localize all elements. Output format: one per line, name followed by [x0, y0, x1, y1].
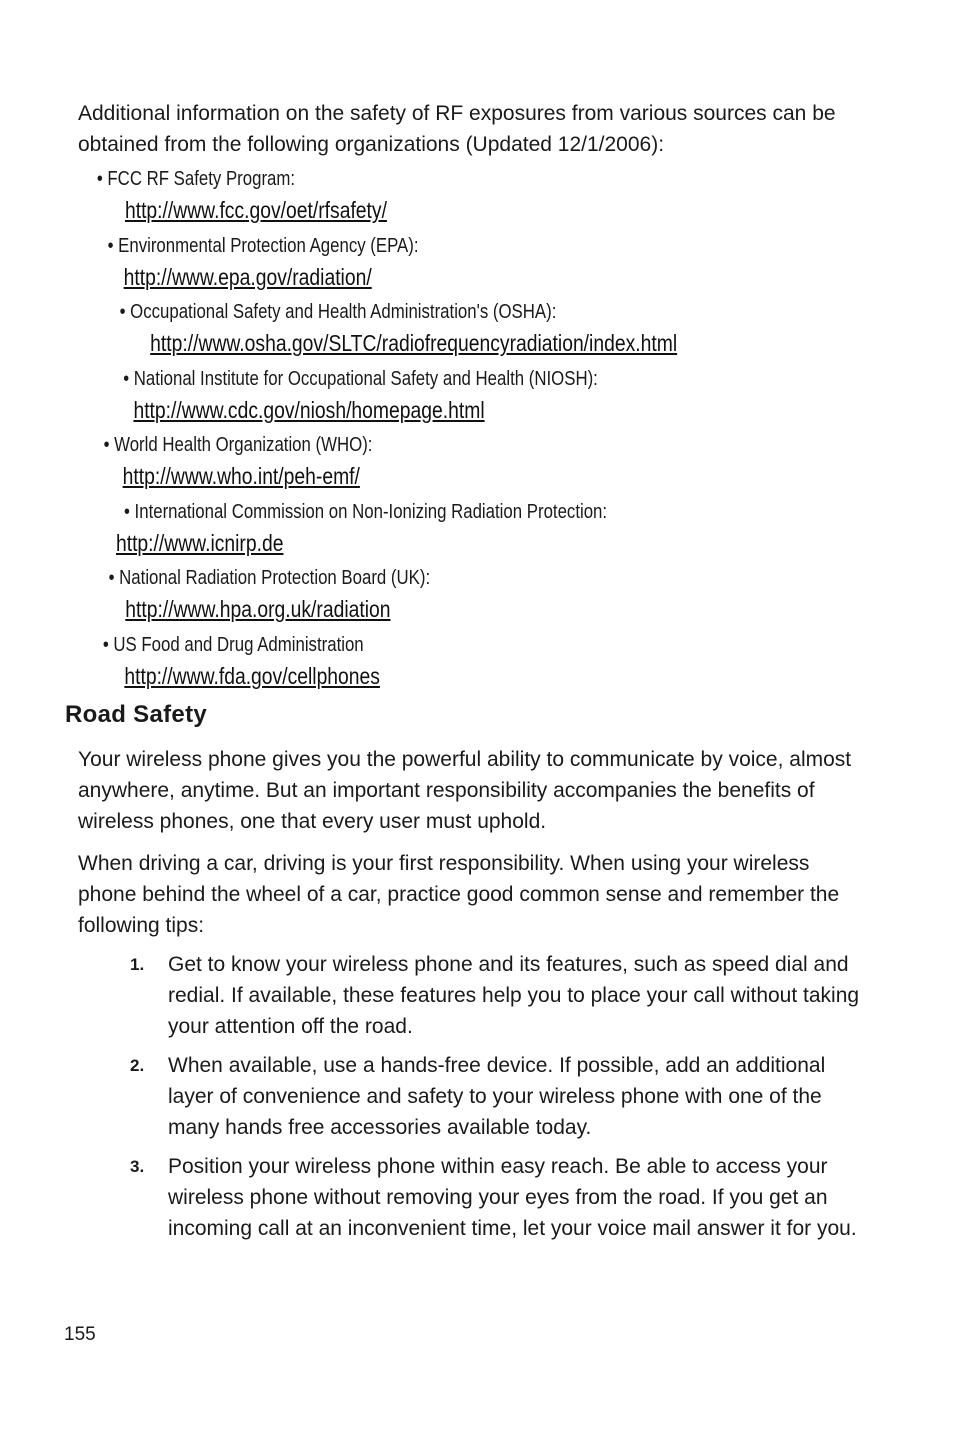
- list-item: [78, 298, 878, 365]
- list-item: [78, 165, 878, 232]
- organization-name: • Occupational Safety and Health Administration's (OSHA):: [119, 301, 557, 323]
- organization-link[interactable]: http://www.osha.gov/SLTC/radiofrequencyradiation/index.html: [150, 330, 678, 356]
- organization-link[interactable]: http://www.cdc.gov/niosh/homepage.html: [133, 396, 485, 423]
- organization-name: • FCC RF Safety Program:: [96, 168, 296, 190]
- tip-number: 1.: [130, 955, 145, 974]
- tip-number: 3.: [130, 1157, 145, 1176]
- list-item: [78, 564, 878, 631]
- organization-link[interactable]: http://www.icnirp.de: [115, 529, 284, 556]
- list-item: [78, 498, 878, 565]
- organization-link[interactable]: http://www.fcc.gov/oet/rfsafety/: [124, 197, 387, 223]
- section-heading: Road Safety: [65, 701, 208, 728]
- organization-list: [78, 165, 878, 697]
- list-item: [78, 232, 878, 299]
- tip-text: Position your wireless phone within easy reach. Be able to access your wireless phone without removing your eyes from the road. If you get an incoming call at an inconvenient time, let your voice mail answer it for you.: [168, 1155, 857, 1240]
- organization-link[interactable]: http://www.epa.gov/radiation/: [123, 263, 372, 290]
- intro-paragraph: Additional information on the safety of RF exposures from various sources can be obtained from the following organizations (Updated 12/1/2006):: [78, 102, 836, 156]
- organization-link[interactable]: http://www.fda.gov/cellphones: [124, 662, 380, 689]
- list-item: [130, 1050, 860, 1143]
- organization-name: • Environmental Protection Agency (EPA):: [107, 234, 419, 257]
- tip-text: Get to know your wireless phone and its features, such as speed dial and redial. If available, these features help you to place your call without taking your attention off the road.: [168, 953, 860, 1038]
- tip-number: 2.: [130, 1056, 145, 1075]
- page-number: 155: [64, 1324, 96, 1345]
- road-safety-paragraph-1: Your wireless phone gives you the powerful ability to communicate by voice, almost anywhere, anytime. But an important responsibility accompanies the benefits of wireless phones, one that every user must uphold.: [78, 748, 852, 833]
- organization-name: • National Institute for Occupational Safety and Health (NIOSH):: [123, 367, 598, 390]
- list-item: [130, 1151, 860, 1244]
- organization-link[interactable]: http://www.who.int/peh-emf/: [122, 463, 360, 489]
- organization-name: • International Commission on Non-Ionizing Radiation Protection:: [124, 500, 608, 523]
- list-item: [78, 431, 878, 498]
- organization-name: • National Radiation Protection Board (UK):: [108, 567, 431, 589]
- organization-name: • US Food and Drug Administration: [102, 633, 364, 656]
- tip-text: When available, use a hands-free device. If possible, add an additional layer of convenience and safety to your wireless phone with one of the many hands free accessories available today.: [168, 1054, 826, 1139]
- road-safety-paragraph-2: When driving a car, driving is your first responsibility. When using your wireless phone behind the wheel of a car, practice good common sense and remember the following tips:: [78, 852, 840, 937]
- organization-name: • World Health Organization (WHO):: [103, 434, 373, 456]
- list-item: [78, 631, 878, 698]
- organization-link[interactable]: http://www.hpa.org.uk/radiation: [125, 596, 391, 622]
- tips-list: [130, 949, 860, 1252]
- list-item: [130, 949, 860, 1042]
- list-item: [78, 365, 878, 432]
